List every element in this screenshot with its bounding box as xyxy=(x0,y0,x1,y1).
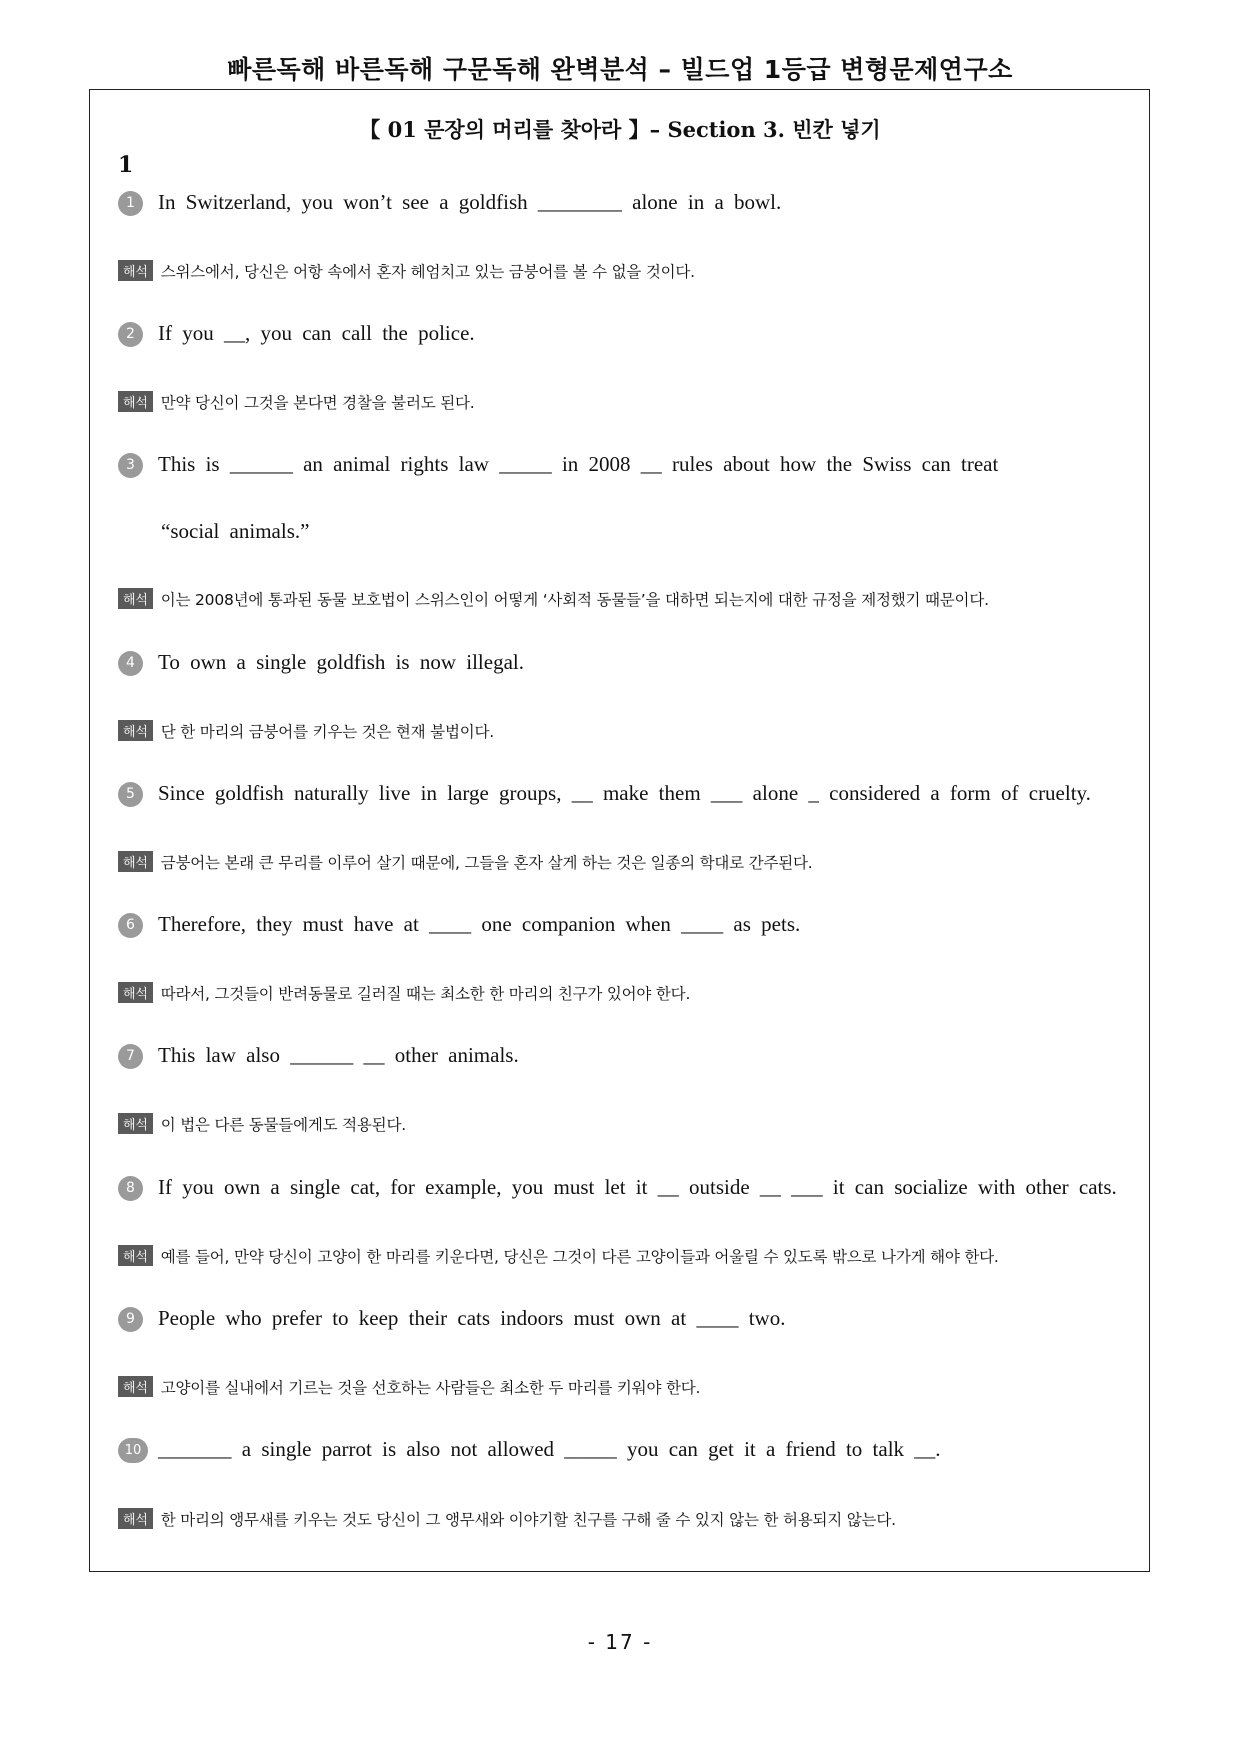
number-badge: 9 xyxy=(118,1307,143,1332)
translation-text: 한 마리의 앵무새를 키우는 것도 당신이 그 앵무새와 이야기할 친구를 구해 줄 수 있지 않는 한 허용되지 않는다. xyxy=(160,1511,896,1529)
translation-tag: 해석 xyxy=(118,1113,153,1134)
translation-text: 스위스에서, 당신은 어항 속에서 혼자 헤엄치고 있는 금붕어를 볼 수 없을 것이다. xyxy=(160,263,695,281)
sentence-text: _______ a single parrot is also not allowed _____ you can get it a friend to talk __. xyxy=(158,1437,941,1461)
sentence-text: In Switzerland, you won’t see a goldfish ________ alone in a bowl. xyxy=(158,190,782,214)
translation-text: 금붕어는 본래 큰 무리를 이루어 살기 때문에, 그들을 혼자 살게 하는 것은 일종의 학대로 간주된다. xyxy=(160,854,813,872)
sentence-2 xyxy=(118,321,475,347)
translation-text: 따라서, 그것들이 반려동물로 길러질 때는 최소한 한 마리의 친구가 있어야 한다. xyxy=(160,985,691,1003)
number-badge: 2 xyxy=(118,322,143,347)
number-badge: 8 xyxy=(118,1176,143,1201)
sentence-5 xyxy=(118,781,1091,807)
section-title: 【 01 문장의 머리를 찾아라 】– Section 3. 빈칸 넣기 xyxy=(359,117,881,142)
translation-tag: 해석 xyxy=(118,982,153,1003)
sentence-text: Therefore, they must have at ____ one companion when ____ as pets. xyxy=(158,912,801,936)
number-badge: 7 xyxy=(118,1044,143,1069)
translation-text: 예를 들어, 만약 당신이 고양이 한 마리를 키운다면, 당신은 그것이 다른 고양이들과 어울릴 수 있도록 밖으로 나가게 해야 한다. xyxy=(160,1248,999,1266)
sentence-3-continuation: “social animals.” xyxy=(161,519,310,543)
number-badge: 1 xyxy=(118,191,143,216)
translation-text: 만약 당신이 그것을 본다면 경찰을 불러도 된다. xyxy=(160,394,475,412)
translation-1 xyxy=(118,260,695,282)
sentence-text: This is ______ an animal rights law _____ in 2008 __ rules about how the Swiss can treat xyxy=(158,452,999,476)
translation-tag: 해석 xyxy=(118,851,153,872)
number-badge: 3 xyxy=(118,453,143,478)
sentence-text: If you own a single cat, for example, you must let it __ outside __ ___ it can socialize with other cats. xyxy=(158,1175,1117,1199)
translation-text: 이 법은 다른 동물들에게도 적용된다. xyxy=(160,1116,406,1134)
translation-text: 단 한 마리의 금붕어를 키우는 것은 현재 불법이다. xyxy=(160,723,494,741)
translation-text: 고양이를 실내에서 기르는 것을 선호하는 사람들은 최소한 두 마리를 키워야 한다. xyxy=(160,1379,701,1397)
translation-10 xyxy=(118,1508,896,1530)
translation-tag: 해석 xyxy=(118,720,153,741)
page-number: - 17 - xyxy=(587,1630,653,1654)
translation-2 xyxy=(118,391,475,413)
sentence-text: This law also ______ __ other animals. xyxy=(158,1043,519,1067)
page-header-title: 빠른독해 바른독해 구문독해 완벽분석 – 빌드업 1등급 변형문제연구소 xyxy=(227,55,1013,84)
sentence-text: If you __, you can call the police. xyxy=(158,321,475,345)
translation-tag: 해석 xyxy=(118,260,153,281)
sentence-text: To own a single goldfish is now illegal. xyxy=(158,650,524,674)
translation-7 xyxy=(118,1113,406,1135)
translation-9 xyxy=(118,1376,700,1398)
sentence-4 xyxy=(118,650,524,676)
translation-3 xyxy=(118,588,989,610)
number-badge: 6 xyxy=(118,913,143,938)
sentence-7 xyxy=(118,1043,519,1069)
number-badge: 10 xyxy=(118,1438,148,1463)
translation-tag: 해석 xyxy=(118,1245,153,1266)
translation-6 xyxy=(118,982,690,1004)
sentence-text: Since goldfish naturally live in large groups, __ make them ___ alone _ considered a form of cruelty. xyxy=(158,781,1091,805)
translation-tag: 해석 xyxy=(118,1376,153,1397)
translation-5 xyxy=(118,851,813,873)
number-badge: 4 xyxy=(118,651,143,676)
sentence-3 xyxy=(118,452,998,478)
translation-text: 이는 2008년에 통과된 동물 보호법이 스위스인이 어떻게 ‘사회적 동물들’을 대하면 되는지에 대한 규정을 제정했기 때문이다. xyxy=(160,591,989,609)
content-frame xyxy=(89,89,1150,1572)
translation-tag: 해석 xyxy=(118,391,153,412)
translation-tag: 해석 xyxy=(118,1508,153,1529)
sentence-6 xyxy=(118,912,800,938)
sentence-10 xyxy=(118,1437,941,1463)
number-badge: 5 xyxy=(118,782,143,807)
sentence-1 xyxy=(118,190,781,216)
sentence-text: People who prefer to keep their cats indoors must own at ____ two. xyxy=(158,1306,786,1330)
sentence-9 xyxy=(118,1306,785,1332)
sentence-8 xyxy=(118,1175,1117,1201)
translation-tag: 해석 xyxy=(118,588,153,609)
translation-4 xyxy=(118,720,494,742)
problem-number: 1 xyxy=(118,152,134,178)
translation-8 xyxy=(118,1245,999,1267)
